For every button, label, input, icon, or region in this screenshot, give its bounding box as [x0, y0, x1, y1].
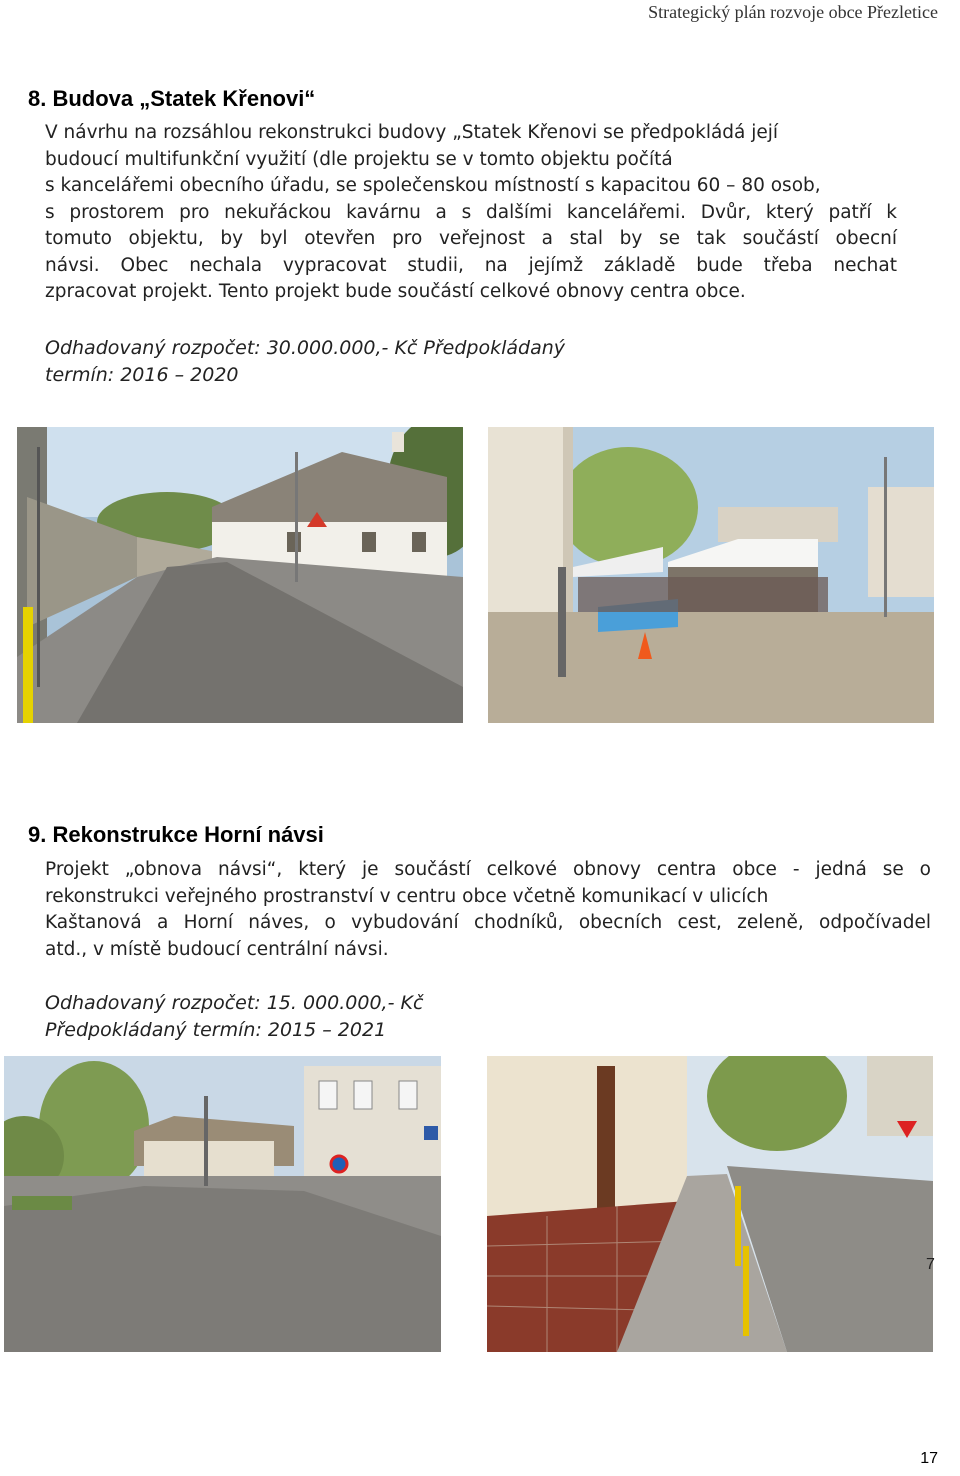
- photo-upper-square-road: [4, 1056, 441, 1352]
- section-9-line: rekonstrukci veřejného prostranství v centru obce včetně komunikací v ulicích: [45, 885, 769, 907]
- section-9-line: Kaštanová a Horní náves, o vybudování chodníků, obecních cest, zeleně, odpočívadel: [45, 912, 931, 933]
- page-number: 17: [920, 1450, 938, 1467]
- section-9-budget-line: Předpokládaný termín: 2015 – 2021: [45, 1018, 387, 1041]
- section-8-heading: 8. Budova „Statek Křenovi“: [28, 86, 316, 111]
- photo-sidewalk-street: [487, 1056, 933, 1352]
- section-8-line: V návrhu na rozsáhlou rekonstrukci budovy „Statek Křenovi se předpokládá její: [45, 122, 779, 143]
- section-9-line: Projekt „obnova návsi“, který je součástí celkové obnovy centra obce - jedná se o: [45, 859, 931, 880]
- section-8-budget-line: termín: 2016 – 2020: [45, 363, 239, 386]
- section-9-heading: 9. Rekonstrukce Horní návsi: [28, 822, 324, 847]
- section-8-budget: [45, 335, 565, 388]
- section-8-line: s prostorem pro nekuřáckou kavárnu a s dalšími kancelářemi. Dvůr, který patří k: [45, 201, 897, 223]
- section-9-paragraph: [45, 857, 931, 963]
- running-header: Strategický plán rozvoje obce Přezletice: [648, 2, 938, 22]
- section-9-budget-line: Odhadovaný rozpočet: 15. 000.000,- Kč: [45, 992, 424, 1014]
- photo-courtyard-event: [488, 427, 934, 723]
- section-8-paragraph: [45, 120, 897, 306]
- photo-overlay-digit: 7: [926, 1256, 935, 1273]
- section-8-line: návsi. Obec nechala vypracovat studii, na jejímž základě bude třeba nechat: [45, 254, 897, 276]
- photo-street-farm-building: [17, 427, 463, 723]
- section-9-line: atd., v místě budoucí centrální návsi.: [45, 938, 389, 960]
- section-8-line: tomuto objektu, by byl otevřen pro veřejnost a stal by se tak součástí obecní: [45, 228, 897, 249]
- section-8-line: zpracovat projekt. Tento projekt bude součástí celkové obnovy centra obce.: [45, 281, 746, 302]
- section-8-line: s kancelářemi obecního úřadu, se společenskou místností s kapacitou 60 – 80 osob,: [45, 175, 821, 196]
- section-8-line: budoucí multifunkční využití (dle projektu se v tomto objektu počítá: [45, 148, 673, 170]
- section-8-budget-line: Odhadovaný rozpočet: 30.000.000,- Kč Předpokládaný: [45, 337, 566, 359]
- section-9-budget: [45, 990, 423, 1043]
